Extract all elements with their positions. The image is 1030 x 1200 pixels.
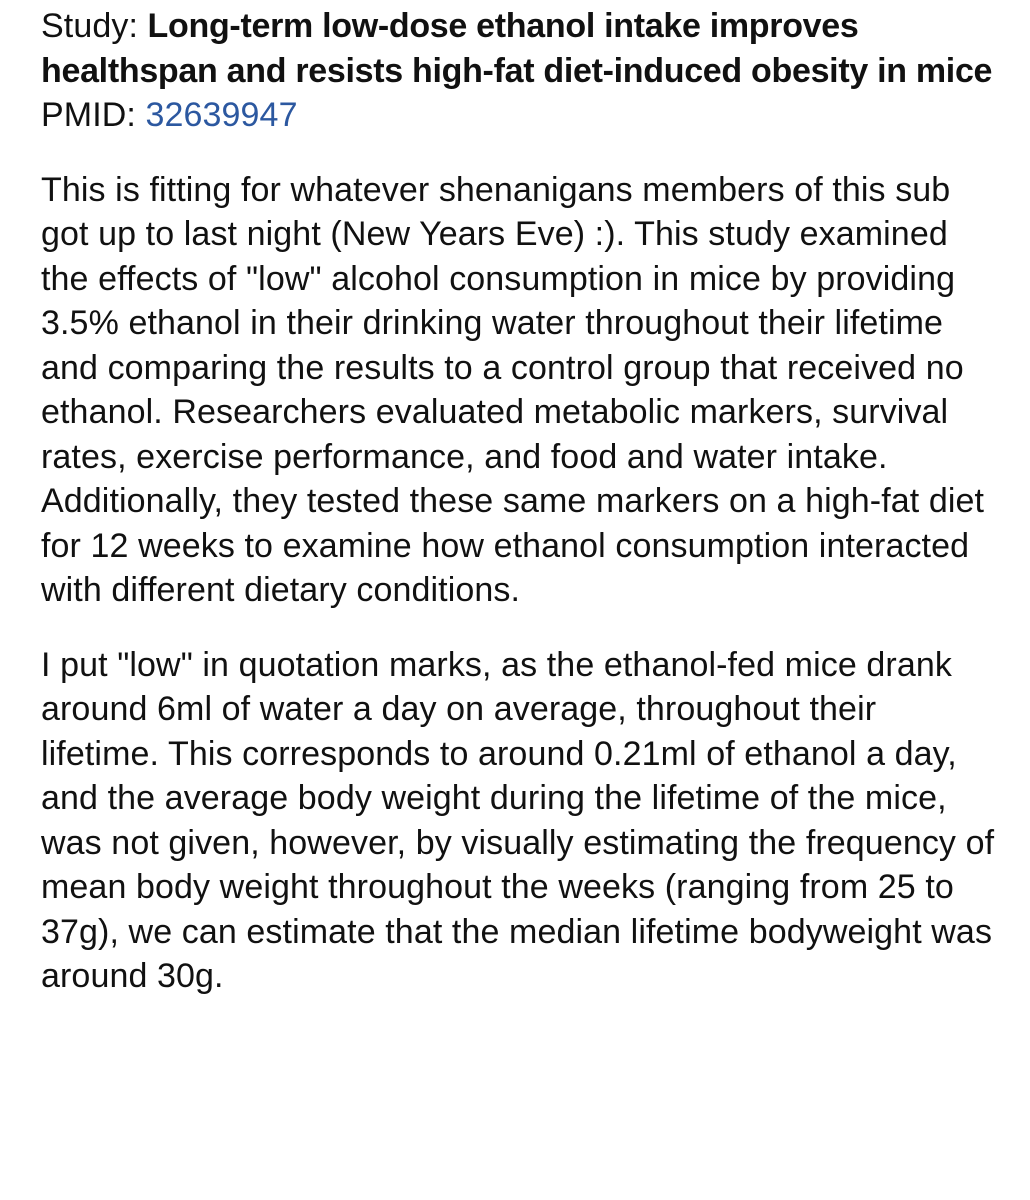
study-title: Long-term low-dose ethanol intake improves healthspan and resists high-fat diet-induced obesity in mice: [41, 7, 993, 90]
paragraph-dosage: I put "low" in quotation marks, as the ethanol-fed mice drank around 6ml of water a day on average, throughout their lifetime. This corresponds to around 0.21ml of ethanol a day, and the average body weight during the lifetime of the mice, was not given, however, by visually estimating the frequency of mean body weight throughout the weeks (ranging from 25 to 37g), we can estimate that the median lifetime bodyweight was around 30g.: [41, 645, 995, 995]
pmid-link[interactable]: 32639947: [145, 96, 298, 134]
study-heading: [41, 4, 1001, 138]
pmid-label: PMID:: [41, 96, 146, 134]
study-prefix: Study:: [41, 7, 148, 45]
paragraph-intro: This is fitting for whatever shenanigans members of this sub got up to last night (New Years Eve) :). This study examined the effects of "low" alcohol consumption in mice by providing 3.5% ethanol in their drinking water throughout their lifetime and comparing the results to a control group that received no ethanol. Researchers evaluated metabolic markers, survival rates, exercise performance, and food and water intake. Additionally, they tested these same markers on a high-fat diet for 12 weeks to examine how ethanol consumption interacted with different dietary conditions.: [41, 170, 985, 609]
post-body: [41, 4, 1001, 999]
